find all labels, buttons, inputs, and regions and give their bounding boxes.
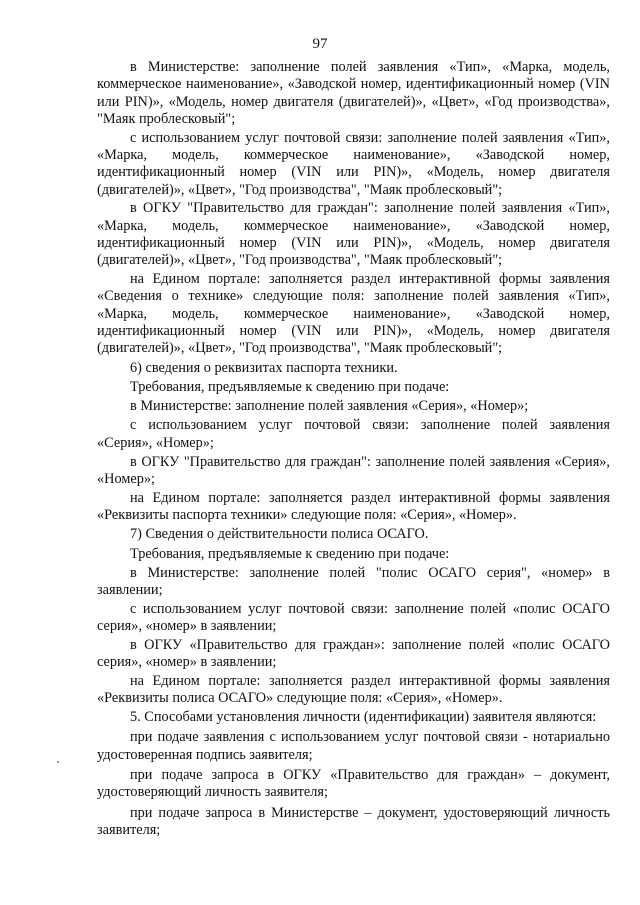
paragraph-ogku-osago: в ОГКУ «Правительство для граждан»: заполнение полей «полис ОСАГО серия», «номер» в заявлении; bbox=[97, 637, 610, 671]
paragraph-portal-fields: на Едином портале: заполняется раздел интерактивной формы заявления «Сведения о технике» следующие поля: заполнение полей заявления «Тип», «Марка, модель, коммерческое наименование», «Заводской номер, идентификационный номер (VIN или PIN)», «Модель, номер двигателя (двигателей)», «Цвет», "Год производства", "Маяк проблесковый"; bbox=[97, 271, 610, 357]
paragraph-id-ministry: при подаче запроса в Министерстве – документ, удостоверяющий личность заявителя; bbox=[97, 804, 610, 838]
paragraph-id-postal: при подаче заявления с использованием услуг почтовой связи - нотариально удостоверенная подпись заявителя; bbox=[97, 729, 610, 763]
paragraph-ministry-osago: в Министерстве: заполнение полей "полис ОСАГО серия", «номер» в заявлении; bbox=[97, 564, 610, 599]
scan-speck bbox=[57, 761, 59, 763]
paragraph-portal-passport: на Едином портале: заполняется раздел интерактивной формы заявления «Реквизиты паспорта техники» следующие поля: «Серия», «Номер». bbox=[97, 489, 610, 523]
paragraph-ministry-passport: в Министерстве: заполнение полей заявления «Серия», «Номер»; bbox=[130, 398, 529, 415]
paragraph-requirements-6: Требования, предъявляемые к сведению при подаче: bbox=[130, 378, 450, 395]
document-body bbox=[97, 59, 610, 839]
paragraph-portal-osago: на Едином портале: заполняется раздел интерактивной формы заявления «Реквизиты полиса ОСАГО» следующие поля: «Серия», «Номер». bbox=[97, 673, 610, 707]
paragraph-postal-passport: с использованием услуг почтовой связи: заполнение полей заявления «Серия», «Номер»; bbox=[97, 417, 610, 451]
paragraph-postal-fields: с использованием услуг почтовой связи: заполнение полей заявления «Тип», «Марка, модель, коммерческое наименование», «Заводской номер, идентификационный номер (VIN или PIN)», «Модель, номер двигателя (двигателей)», «Цвет», "Год производства", "Маяк проблесковый"; bbox=[97, 129, 610, 198]
paragraph-ogku-fields: в ОГКУ "Правительство для граждан": заполнение полей заявления «Тип», «Марка, модель, коммерческое наименование», «Заводской номер, идентификационный номер (VIN или PIN)», «Модель, номер двигателя (двигателей)», «Цвет», "Год производства", "Маяк проблесковый"; bbox=[97, 200, 610, 269]
page-number: 97 bbox=[312, 36, 328, 52]
paragraph-item-6: 6) сведения о реквизитах паспорта техники. bbox=[130, 359, 398, 376]
paragraph-item-7: 7) Сведения о действительности полиса ОСАГО. bbox=[130, 526, 429, 543]
paragraph-ministry-fields: в Министерстве: заполнение полей заявления «Тип», «Марка, модель, коммерческое наименование», «Заводской номер, идентификационный номер (VIN или PIN)», «Модель, номер двигателя (двигателей)», «Цвет», «Год производства», "Маяк проблесковый"; bbox=[97, 59, 610, 127]
paragraph-id-ogku: при подаче запроса в ОГКУ «Правительство для граждан» – документ, удостоверяющий личность заявителя; bbox=[97, 767, 610, 801]
paragraph-postal-osago: с использованием услуг почтовой связи: заполнение полей «полис ОСАГО серия», «номер» в заявлении; bbox=[97, 600, 610, 635]
paragraph-ogku-passport: в ОГКУ "Правительство для граждан": заполнение полей заявления «Серия», «Номер»; bbox=[97, 453, 610, 487]
paragraph-item-5-identification: 5. Способами установления личности (идентификации) заявителя являются: bbox=[130, 709, 597, 726]
paragraph-requirements-7: Требования, предъявляемые к сведению при подаче: bbox=[130, 545, 450, 562]
